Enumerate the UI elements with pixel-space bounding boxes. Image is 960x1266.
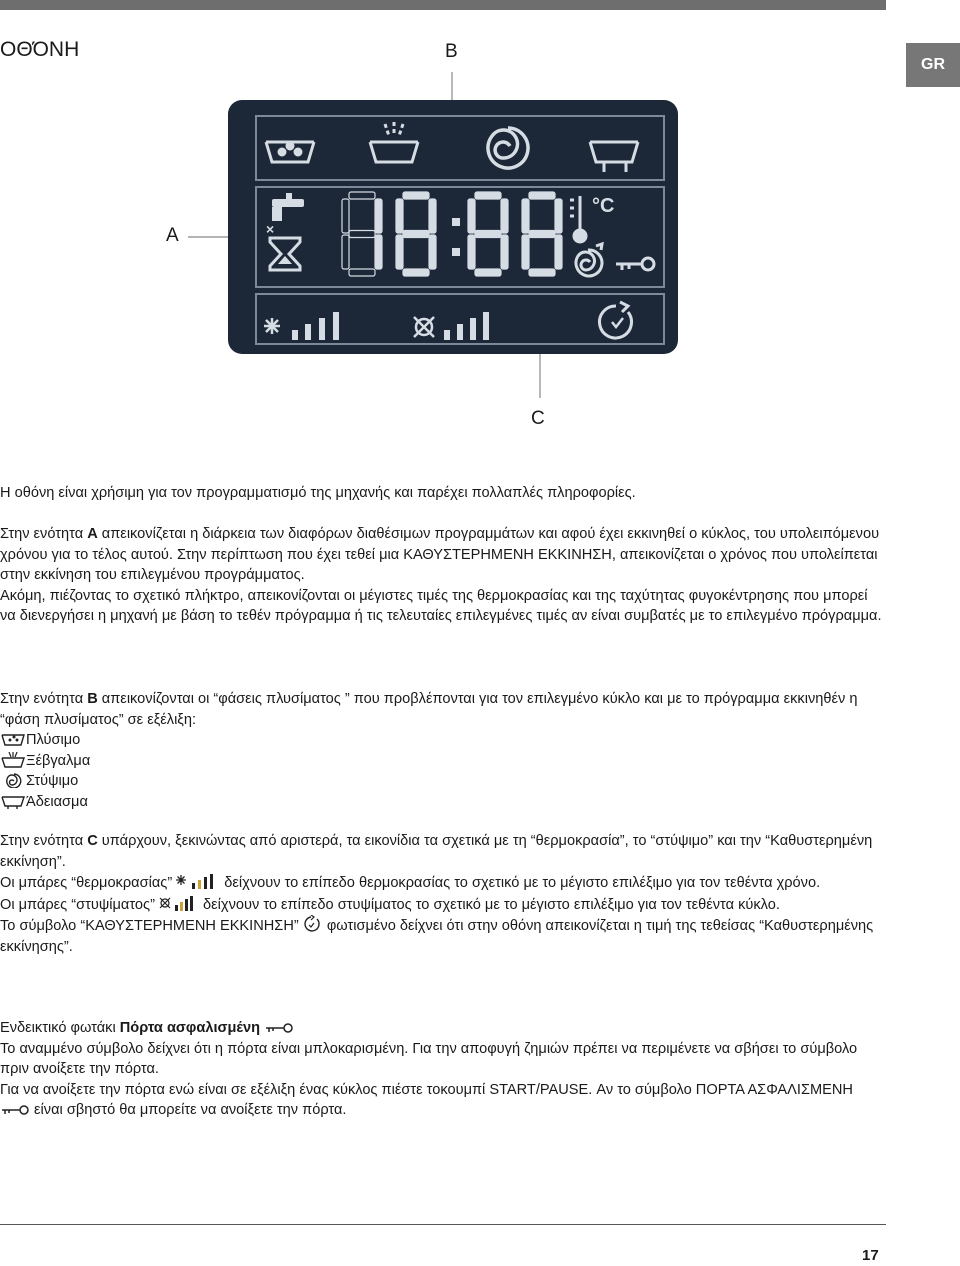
display-panel: [228, 100, 678, 354]
section-a-letter: A: [87, 526, 98, 542]
callout-a-label: A: [166, 225, 179, 246]
digit-segment: [403, 192, 429, 199]
callout-b-label: B: [445, 41, 458, 62]
digit-segment: [555, 199, 562, 233]
digit-segment: [501, 199, 508, 233]
digit-segment: [429, 235, 436, 269]
bottom-rule: [0, 1224, 886, 1225]
display-diagram: [0, 0, 960, 440]
section-c-letter: C: [87, 833, 98, 849]
section-title: ΟΘΌΝΗ: [0, 38, 80, 61]
section-c-paragraph: Στην ενότητα C υπάρχουν, ξεκινώντας από αριστερά, τα εικονίδια τα σχετικά με τη “θερμοκρασία”, το “στύψιμο” και την “Καθυστερημένη εκκίνηση”. Οι μπάρες “θερμοκρασίας” δείχνουν το επίπεδο θερμοκρασίας το σχετικό με το μέγιστο επιλέξιμο για τον τεθέντα χρόνο. Οι μπάρες “στυψίματος” δείχνουν το επίπεδο στυψίματος το σχετικό με το μέγιστο επιλέξιμο για τον τεθέντα κύκλο. Το σύμβολο “ΚΑΘΥΣΤΕΡΗΜΕΝΗ ΕΚΚΙΝΗΣΗ” φωτισμένο δείχνει ότι στην οθόνη απεικονίζεται η τιμή της τεθείσας “Καθυστερημένης εκκίνησης”.: [0, 833, 874, 955]
digit-segment: [522, 199, 529, 233]
intro-text: Η οθόνη είναι χρήσιμη για τον προγραμματισμό της μηχανής και παρέχει πολλαπλές πληροφορίες.: [0, 485, 636, 501]
temp-unit-label: °C: [592, 195, 615, 217]
key-icon: [264, 1021, 294, 1035]
colon-dot: [452, 218, 460, 226]
section-a-paragraph: [0, 524, 886, 627]
digit-segment: [396, 235, 403, 269]
callout-c-label: C: [531, 408, 545, 429]
phase-rinse: Ξέβγαλμα: [0, 751, 886, 772]
section-c-prefix: Στην ενότητα: [0, 833, 88, 849]
digit-segment: [475, 192, 501, 199]
no-spin-icon: [414, 317, 434, 337]
digit-segment: [555, 235, 562, 269]
phase-spin: Στύψιμο: [0, 771, 886, 792]
temperature-bars-icon: [176, 872, 220, 890]
language-badge: GR: [906, 43, 960, 87]
digit-segment: [375, 199, 382, 233]
digit-segment: [529, 231, 555, 238]
rinse-icon: [0, 752, 26, 768]
lock-heading: Πόρτα ασφαλισμένη: [119, 1020, 261, 1036]
digit-segment: [375, 235, 382, 269]
section-b-letter: B: [87, 691, 98, 707]
cross-mark-icon: ×: [266, 221, 275, 237]
digit-segment: [501, 235, 508, 269]
digit-segment: [468, 235, 475, 269]
page-number: 17: [862, 1247, 879, 1264]
section-b-prefix: Στην ενότητα: [0, 691, 88, 707]
digit-segment: [468, 199, 475, 233]
key-icon: [0, 1103, 30, 1117]
digit-segment: [475, 269, 501, 276]
section-b-text: απεικονίζονται οι “φάσεις πλυσίματος ” που προβλέπονται για τον επιλεγμένο κύκλο και με το πρόγραμμα εκκινηθέν η “φάση πλυσίματος” σε εξέλιξη:: [0, 691, 858, 728]
digit-segment: [475, 231, 501, 238]
digit-segment: [522, 235, 529, 269]
digit-segment: [529, 192, 555, 199]
digit-segment: [529, 269, 555, 276]
delay-start-icon: [303, 915, 323, 933]
spin-bars-icon: [159, 894, 199, 912]
section-b-paragraph: [0, 689, 886, 813]
digit-segment: [403, 231, 429, 238]
drain-icon: [0, 793, 26, 809]
snowflake-icon: [264, 318, 280, 334]
lock-text1: Το αναμμένο σύμβολο δείχνει ότι η πόρτα είναι μπλοκαρισμένη. Για την αποφυγή ζημιών πρέπει να περιμένετε να σβήσει το σύμβολο πριν ανοίξετε την πόρτα.: [0, 1040, 858, 1078]
digit-segment: [403, 269, 429, 276]
wash-icon: [0, 731, 26, 747]
colon-dot: [452, 248, 460, 256]
section-c-text: υπάρχουν, ξεκινώντας από αριστερά, τα εικονίδια τα σχετικά με τη “θερμοκρασία”, το “στύψιμο” και την “Καθυστερημένη εκκίνηση”.: [0, 833, 873, 870]
spin-icon: [0, 772, 26, 788]
digit-segment: [396, 199, 403, 233]
section-a-text2: Ακόμη, πιέζοντας το σχετικό πλήκτρο, απεικονίζονται οι μέγιστες τιμές της θερμοκρασίας και της ταχύτητας φυγοκέντρησης που μπορεί να διενεργήσει η μηχανή με βάση το τεθέν πρόγραμμα ή τις τελευταίες επιλεγμένες τιμές αν είναι συμβατές με το επιλεγμένο πρόγραμμα.: [0, 587, 882, 625]
intro-paragraph: [0, 483, 886, 504]
digit-segment: [429, 199, 436, 233]
phase-drain: Άδειασμα: [0, 792, 886, 813]
section-a-text: απεικονίζεται η διάρκεια των διαφόρων διαθέσιμων προγραμμάτων και αφού έχει εκκινηθεί ο κύκλος, του υπολειπόμενου χρόνου για το τέλος αυτού. Στην περίπτωση που έχει τεθεί μια ΚΑΘΥΣΤΕΡΗΜΕΝΗ ΕΚΚΙΝΗΣΗ, απεικονίζεται ο χρόνος που υπολείπεται στην εκκίνηση του επιλεγμένου προγράμματος.: [0, 526, 880, 584]
section-a-prefix: Στην ενότητα: [0, 526, 88, 542]
lock-paragraph: Ενδεικτικό φωτάκι Πόρτα ασφαλισμένη Το αναμμένο σύμβολο δείχνει ότι η πόρτα είναι μπλοκαρισμένη. Για την αποφυγή ζημιών πρέπει να περιμένετε να σβήσει το σύμβολο πριν ανοίξετε την πόρτα. Για να ανοίξετε την πόρτα ενώ είναι σε εξέλιξη ένας κύκλος πιέστε τοκουμπί START/PAUSE. Αν το σύμβολο ΠΟΡΤΑ ΑΣΦΑΛΙΣΜΕΝΗ είναι σβηστό θα μπορείτε να ανοίξετε την πόρτα.: [0, 1018, 886, 1121]
phase-wash: Πλύσιμο: [0, 730, 886, 751]
